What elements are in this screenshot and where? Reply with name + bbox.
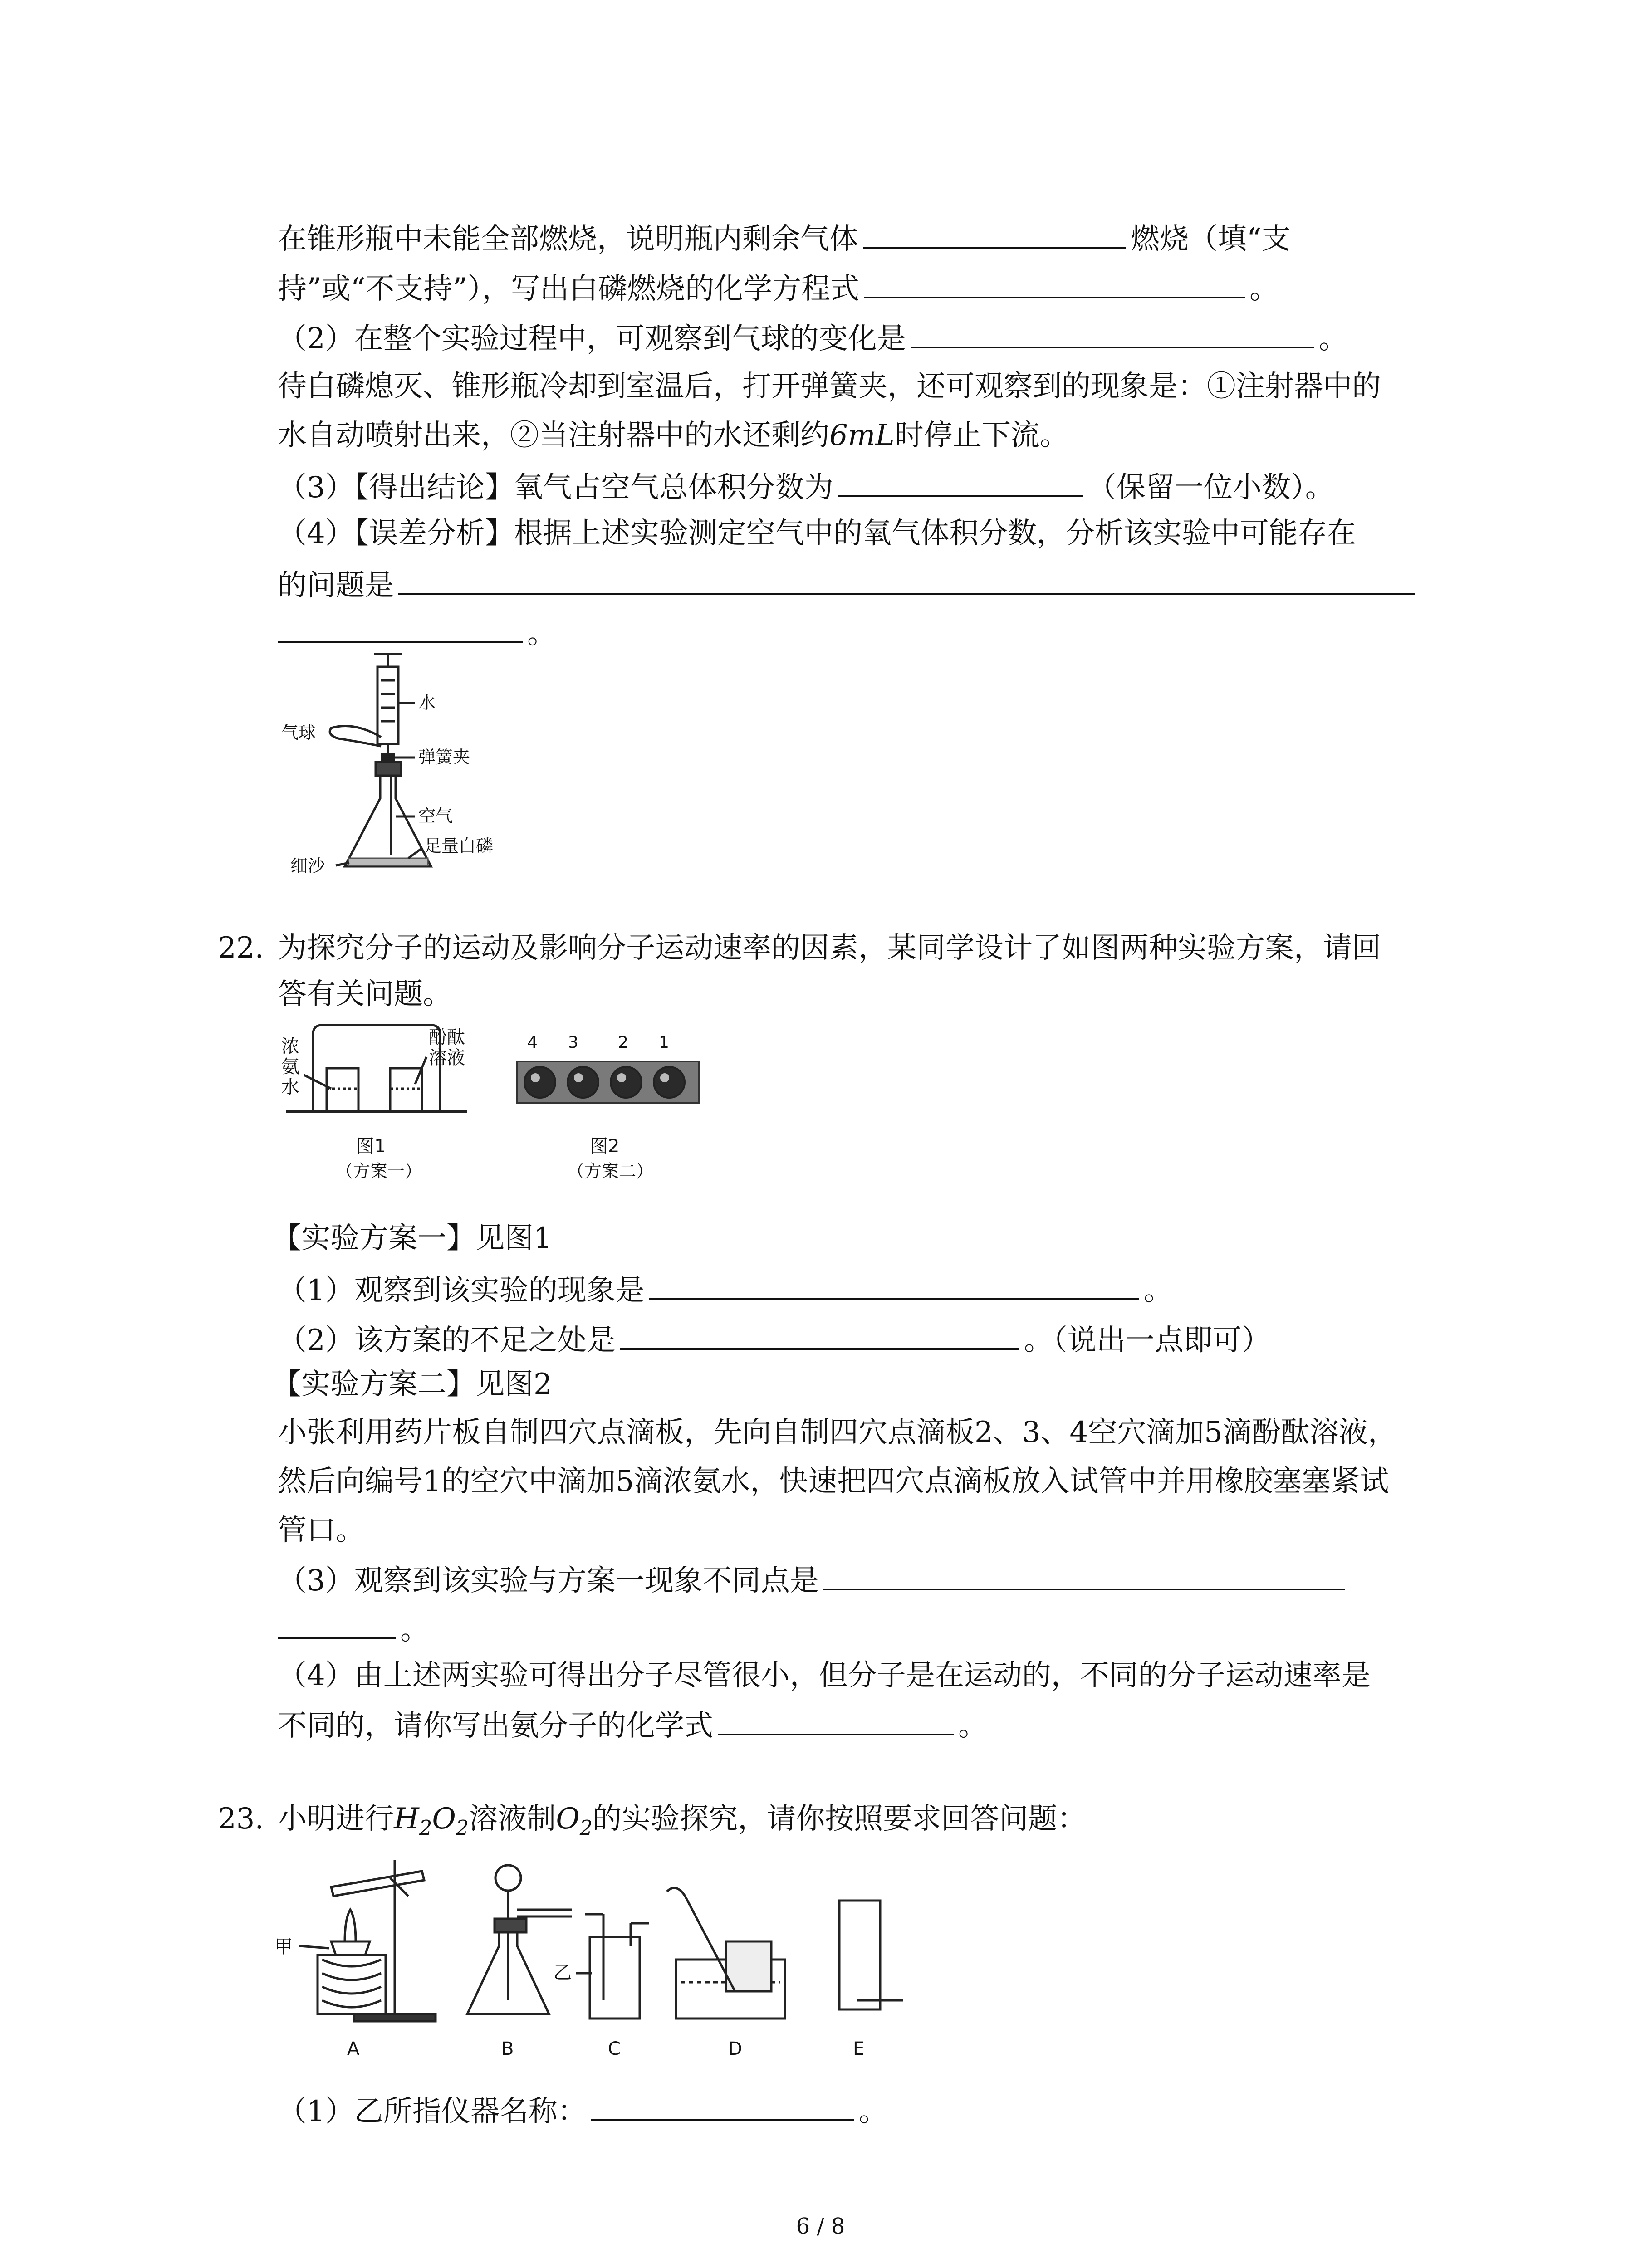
q21-apparatus-figure: [272, 649, 554, 885]
fig1-caption: 图1: [356, 1136, 386, 1157]
fig1-left-label-3: 水: [281, 1077, 299, 1098]
q21-line6: （3）【得出结论】氧气占空气总体积分数为 （保留一位小数）。: [278, 467, 1334, 506]
q22-s2-q3: （3）观察到该实验与方案一现象不同点是: [278, 1560, 1350, 1599]
fig2-number: 3: [568, 1033, 578, 1052]
q22-s2-q4-cont: 不同的，请你写出氨分子的化学式 。: [278, 1706, 987, 1744]
fig2-number: 1: [659, 1033, 669, 1052]
label-jia: 甲: [274, 1936, 293, 1957]
label-water: 水: [418, 693, 436, 713]
page-number: 6 / 8: [796, 2214, 845, 2239]
scheme2-heading: 【实验方案二】见图2: [272, 1368, 552, 1401]
q21-line4: 待白磷熄灭、锥形瓶冷却到室温后，打开弹簧夹，还可观察到的现象是：①注射器中的: [278, 370, 1381, 403]
scheme1-heading: 【实验方案一】见图1: [272, 1222, 552, 1255]
answer-blank[interactable]: [278, 1609, 396, 1639]
q21-line7: （4）【误差分析】根据上述实验测定空气中的氧气体积分数，分析该实验中可能存在: [278, 517, 1356, 550]
fig1-right-label-2: 溶液: [429, 1047, 465, 1068]
q22-s1-q1: （1）观察到该实验的现象是 。: [278, 1270, 1173, 1309]
answer-blank[interactable]: [823, 1560, 1345, 1590]
answer-blank[interactable]: [649, 1270, 1139, 1300]
answer-blank[interactable]: [620, 1320, 1019, 1350]
q22-line2: 答有关问题。: [278, 978, 452, 1011]
answer-blank[interactable]: [864, 269, 1245, 298]
q21-line5: 水自动喷射出来，②当注射器中的水还剩约6mL时停止下流。: [278, 419, 1069, 452]
formula-h2o2: $H_2O_2$: [394, 1802, 469, 1840]
fig2-number: 4: [527, 1033, 538, 1052]
label-clamp: 弹簧夹: [418, 747, 470, 767]
question-number-23: 23.: [218, 1802, 264, 1836]
q22-figure1: [277, 1021, 485, 1220]
label-e: E: [853, 2038, 865, 2059]
label-a: A: [347, 2038, 360, 2059]
answer-blank[interactable]: [838, 467, 1083, 497]
answer-blank[interactable]: [863, 219, 1126, 249]
fig1-right-label-1: 酚酞: [429, 1027, 465, 1048]
answer-blank[interactable]: [718, 1706, 954, 1735]
q21-line8: 的问题是: [278, 565, 1419, 604]
q23-q1: （1）乙所指仪器名称： 。: [278, 2091, 888, 2130]
q22-p2: 然后向编号1的空穴中滴加5滴浓氨水，快速把四穴点滴板放入试管中并用橡胶塞塞紧试: [278, 1465, 1389, 1498]
q21-line1: 在锥形瓶中未能全部燃烧，说明瓶内剩余气体 燃烧（填“支: [278, 219, 1291, 257]
formula-o2: $O_2$: [556, 1802, 593, 1840]
q21-line9: 。: [278, 613, 556, 652]
fig2-number: 2: [618, 1033, 628, 1052]
fig1-left-label-2: 氨: [281, 1056, 299, 1077]
q23-line1: 小明进行$H_2O_2$溶液制$O_2$的实验探究，请你按照要求回答问题：: [278, 1802, 1087, 1840]
fig1-sub: （方案一）: [336, 1161, 422, 1181]
label-air: 空气: [418, 806, 453, 826]
answer-blank[interactable]: [591, 2091, 854, 2121]
fig2-caption: 图2: [590, 1136, 620, 1157]
q21-line2: 持”或“不支持”），写出白磷燃烧的化学方程式 。: [278, 269, 1279, 307]
q22-line1: 为探究分子的运动及影响分子运动速率的因素，某同学设计了如图两种实验方案，请回: [278, 931, 1381, 965]
answer-blank[interactable]: [278, 613, 523, 643]
label-sand: 细沙: [290, 856, 325, 876]
fig1-left-label-1: 浓: [281, 1036, 299, 1057]
label-c: C: [608, 2038, 621, 2059]
question-number-22: 22.: [218, 931, 264, 965]
label-b: B: [501, 2038, 514, 2059]
q22-s2-q3-cont: 。: [278, 1609, 429, 1648]
q22-p3: 管口。: [278, 1514, 365, 1547]
answer-blank[interactable]: [911, 318, 1314, 348]
label-phosphorus: 足量白磷: [424, 836, 494, 856]
label-yi: 乙: [554, 1962, 572, 1983]
q22-s1-q2: （2）该方案的不足之处是 。（说出一点即可）: [278, 1320, 1271, 1359]
label-d: D: [728, 2038, 742, 2059]
q22-figure2: [508, 1025, 708, 1220]
q22-s2-q4: （4）由上述两实验可得出分子尽管很小，但分子是在运动的，不同的分子运动速率是: [278, 1659, 1371, 1692]
q21-line3: （2）在整个实验过程中，可观察到气球的变化是 。: [278, 318, 1348, 357]
q23-apparatus-figure: [272, 1851, 930, 2077]
q22-p1: 小张利用药片板自制四穴点滴板，先向自制四穴点滴板2、3、4空穴滴加5滴酚酞溶液，: [278, 1416, 1397, 1449]
fig2-sub: （方案二）: [567, 1161, 654, 1181]
label-balloon: 气球: [281, 723, 316, 743]
answer-blank[interactable]: [398, 565, 1415, 595]
